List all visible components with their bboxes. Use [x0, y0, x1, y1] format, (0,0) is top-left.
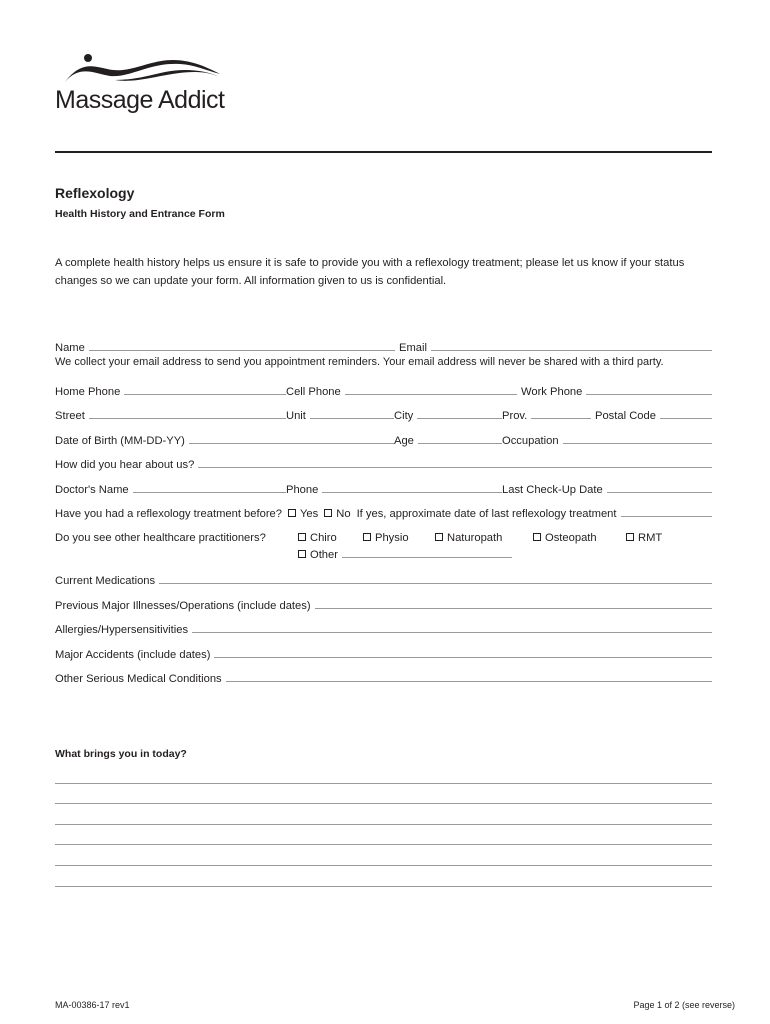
visit-reason-line[interactable] [55, 844, 712, 845]
row-medications [55, 571, 712, 587]
physio-option[interactable] [363, 532, 435, 544]
last-checkup-label: Last Check-Up Date [502, 484, 603, 496]
visit-reason-line[interactable] [55, 886, 712, 887]
osteopath-checkbox[interactable] [533, 533, 541, 541]
other-input-line[interactable] [342, 556, 512, 558]
osteopath-option[interactable] [533, 532, 626, 544]
city-label: City [394, 410, 414, 422]
row-doctor [55, 480, 712, 496]
last-checkup-input-line[interactable] [607, 491, 712, 493]
unit-label: Unit [286, 410, 306, 422]
no-option[interactable] [318, 508, 350, 520]
row-phones [55, 382, 712, 398]
age-field[interactable] [394, 435, 502, 447]
doctor-name-label: Doctor's Name [55, 484, 129, 496]
allergies-input-line[interactable] [192, 631, 712, 633]
medications-input-line[interactable] [159, 582, 712, 584]
row-address [55, 406, 712, 422]
prov-label: Prov. [502, 410, 528, 422]
postal-code-input-line[interactable] [660, 417, 712, 419]
no-label: No [336, 508, 351, 520]
email-field[interactable] [395, 342, 712, 354]
row-practitioners-other [55, 545, 712, 561]
occupation-field[interactable] [502, 435, 712, 447]
row-conditions [55, 669, 712, 685]
referral-input-line[interactable] [198, 466, 712, 468]
accidents-label: Major Accidents (include dates) [55, 649, 211, 661]
row-prior-treatment [55, 504, 712, 520]
form-title: Reflexology [55, 185, 135, 201]
rmt-checkbox[interactable] [626, 533, 634, 541]
doctor-phone-label: Phone [286, 484, 319, 496]
referral-field[interactable] [55, 459, 712, 471]
row-practitioners [55, 528, 712, 544]
header-rule [55, 151, 712, 153]
home-phone-label: Home Phone [55, 386, 121, 398]
medications-label: Current Medications [55, 575, 156, 587]
osteopath-label: Osteopath [545, 532, 597, 544]
brand-logo [55, 52, 235, 122]
illnesses-label: Previous Major Illnesses/Operations (include dates) [55, 600, 311, 612]
street-field[interactable] [55, 410, 286, 422]
visit-reason-line[interactable] [55, 824, 712, 825]
prov-input-line[interactable] [531, 417, 591, 419]
name-input-line[interactable] [89, 349, 395, 351]
naturopath-option[interactable] [435, 532, 533, 544]
form-code: MA-00386-17 rev1 [55, 1000, 130, 1010]
row-accidents [55, 645, 712, 661]
street-label: Street [55, 410, 85, 422]
physio-label: Physio [375, 532, 409, 544]
doctor-name-input-line[interactable] [133, 491, 286, 493]
physio-checkbox[interactable] [363, 533, 371, 541]
row-allergies [55, 620, 712, 636]
doctor-phone-field[interactable] [286, 484, 502, 496]
visit-reason-line[interactable] [55, 783, 712, 784]
conditions-input-line[interactable] [226, 680, 712, 682]
other-checkbox[interactable] [298, 550, 306, 558]
allergies-label: Allergies/Hypersensitivities [55, 624, 189, 636]
email-input-line[interactable] [431, 349, 712, 351]
name-field[interactable] [55, 342, 395, 354]
yes-label: Yes [300, 508, 319, 520]
email-note: We collect your email address to send you appointment reminders. Your email address will never be shared with a third party. [55, 356, 664, 368]
work-phone-field[interactable] [517, 386, 712, 398]
dob-input-line[interactable] [189, 442, 394, 444]
practitioners-label: Do you see other healthcare practitioners? [55, 532, 266, 544]
referral-label: How did you hear about us? [55, 459, 195, 471]
visit-reason-heading: What brings you in today? [55, 748, 187, 760]
rmt-label: RMT [638, 532, 663, 544]
naturopath-checkbox[interactable] [435, 533, 443, 541]
age-input-line[interactable] [418, 442, 502, 444]
cell-phone-label: Cell Phone [286, 386, 341, 398]
city-input-line[interactable] [417, 417, 502, 419]
chiro-label: Chiro [310, 532, 337, 544]
street-input-line[interactable] [89, 417, 286, 419]
chiro-checkbox[interactable] [298, 533, 306, 541]
visit-reason-line[interactable] [55, 803, 712, 804]
city-field[interactable] [394, 410, 502, 422]
page-number: Page 1 of 2 (see reverse) [633, 1000, 735, 1010]
home-phone-field[interactable] [55, 386, 286, 398]
dob-field[interactable] [55, 435, 394, 447]
row-dob [55, 431, 712, 447]
yes-checkbox[interactable] [288, 509, 296, 517]
conditions-label: Other Serious Medical Conditions [55, 673, 222, 685]
postal-code-label: Postal Code [595, 410, 656, 422]
rmt-option[interactable] [626, 532, 662, 544]
dob-label: Date of Birth (MM-DD-YY) [55, 435, 185, 447]
occupation-label: Occupation [502, 435, 559, 447]
age-label: Age [394, 435, 414, 447]
no-checkbox[interactable] [324, 509, 332, 517]
accidents-input-line[interactable] [214, 656, 712, 658]
last-checkup-field[interactable] [502, 484, 712, 496]
yes-option[interactable] [286, 508, 318, 520]
unit-input-line[interactable] [310, 417, 394, 419]
prior-treatment-label: Have you had a reflexology treatment before? [55, 508, 282, 520]
naturopath-label: Naturopath [447, 532, 503, 544]
work-phone-input-line[interactable] [586, 393, 712, 395]
unit-field[interactable] [286, 410, 394, 422]
chiro-option[interactable] [298, 532, 363, 544]
row-illnesses [55, 596, 712, 612]
visit-reason-line[interactable] [55, 865, 712, 866]
prior-date-input-line[interactable] [621, 515, 713, 517]
brand-name: Massage Addict [55, 86, 225, 114]
intro-paragraph: A complete health history helps us ensure it is safe to provide you with a reflexology treatment; please let us know if your status changes so we can update your form. All information given to us is confidential. [55, 257, 685, 287]
work-phone-label: Work Phone [521, 386, 583, 398]
illnesses-input-line[interactable] [315, 607, 712, 609]
home-phone-input-line[interactable] [124, 393, 286, 395]
occupation-input-line[interactable] [563, 442, 712, 444]
email-label: Email [399, 342, 427, 354]
row-name-email [55, 338, 712, 354]
cell-phone-field[interactable] [286, 386, 517, 398]
row-referral [55, 455, 712, 471]
other-label: Other [310, 549, 338, 561]
postal-code-field[interactable] [591, 410, 712, 422]
prov-field[interactable] [502, 410, 591, 422]
name-label: Name [55, 342, 85, 354]
doctor-name-field[interactable] [55, 484, 286, 496]
other-option[interactable] [298, 549, 342, 561]
prior-date-label: If yes, approximate date of last reflexology treatment [356, 508, 617, 520]
doctor-phone-input-line[interactable] [322, 491, 502, 493]
cell-phone-input-line[interactable] [345, 393, 517, 395]
form-subtitle: Health History and Entrance Form [55, 208, 225, 220]
